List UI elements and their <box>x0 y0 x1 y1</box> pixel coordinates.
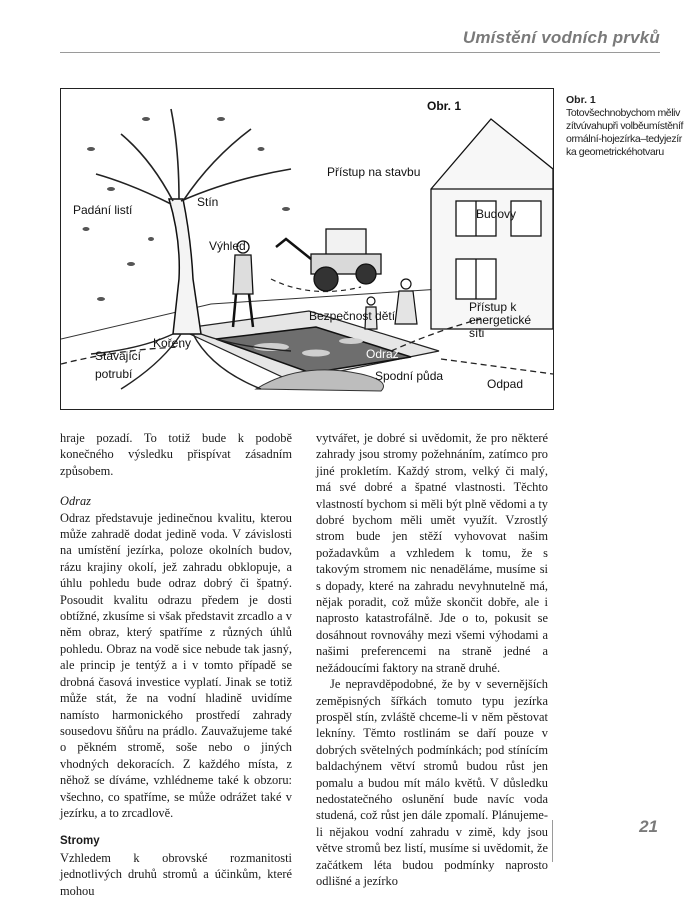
figure-illustration <box>60 88 554 410</box>
text-column-right <box>316 430 548 889</box>
fig-label-stin: Stín <box>197 195 219 209</box>
fig-label-pristup-na-stavbu: Přístup na stavbu <box>327 165 421 179</box>
paragraph: Odraz představuje jedinečnou kvalitu, kterou může zahradě dodat jedině voda. V závislosti na umístění jezírka, poloze okolních budov, rázu krajiny okolí, jež zahradu obklopuje, a úhlu pohledu bude odraz dobrý či špatný. Posoudit kvalitu odrazu předem je dosti obtížné, zkusíme si však představit zrcadlo a v něm obraz, který spatříme z různých úhlů pohledu. Obraz na vodě sice nebude tak jasný, ale princip je tentýž a i v tomto případě se drobná časová investice vyplatí. Jinak se totiž může stát, že na vodní hladině uvidíme namísto harmonického prostředí zahrady sousedovu šňůru na prádlo. Zauvažujeme také o pěkném stromě, soše nebo o jiných vhodných dekoracích. Z každého místa, z něhož se díváme, vzhlédneme také k obzoru: všechno, co spatříme, se může odrážet také v jezírku, a to zrcadlově. <box>60 510 292 820</box>
fig-label-koreny: Kořeny <box>153 336 192 350</box>
fig-label-vyhled: Výhled <box>209 239 246 253</box>
fig-label-number: Obr. 1 <box>427 99 462 113</box>
text-column-left <box>60 430 292 899</box>
fig-label-budovy: Budovy <box>476 207 517 221</box>
chapter-title: Umístění vodních prvků <box>462 28 660 47</box>
fig-label-stavajici-potrubi: Stávající potrubí <box>95 349 142 381</box>
header-rule <box>60 52 660 53</box>
page-number-rule <box>552 820 553 862</box>
paragraph: hraje pozadí. To totiž bude k podobě konečného výsledku přispívat zásadním způsobem. <box>60 431 292 478</box>
paragraph: Vzhledem k obrovské rozmanitosti jednotlivých druhů stromů a účinkům, které mohou <box>60 850 292 898</box>
house <box>431 119 553 329</box>
fig-label-odraz: Odraz <box>366 347 399 361</box>
section-heading-stromy: Stromy <box>60 835 100 848</box>
fig-label-padani-listi: Padání listí <box>73 203 133 217</box>
figure-caption <box>566 94 684 159</box>
page-number: 21 <box>639 817 658 836</box>
man-figure <box>233 241 253 327</box>
paragraph: vytvářet, je dobré si uvědomit, že pro některé zahrady jsou stromy požehnáním, zatímco pro jiné prokletím. Každý strom, velký či malý, má své dobré a špatné vlastnosti. Těchto vlastností bychom si měli být plně vědomi a ty dobré bychom měli umět využít. Vzrostlý strom bude jen stěží vyhovovat našim požadavkům a vzhledem k tomu, že s takovým stromem nic nenaděláme, musíme si s dopady, které na zahradu nevyhnutelně má, nějak poradit, což může skončit dobře, ale i naprosto katastrofálně. Jde o to, pokusit se dosáhnout rovnováhy mezi všemi výhodami a našimi preferencemi na straně jedné a nežádoucími faktory na straně druhé. <box>316 431 548 675</box>
fig-label-pristup-k-energetice: Přístup k energetické síti <box>469 300 532 340</box>
section-heading-odraz: Odraz <box>60 494 91 509</box>
fig-label-spodni-puda: Spodní půda <box>375 369 444 383</box>
paragraph: Je nepravděpodobné, že by v severnějších zeměpisných šířkách tomuto typu jezírka prospěl stín, zvláště chceme-li v něm pěstovat lekníny. Těmto rostlinám se daří pouze v dobrých světelných podmínkách; pod stínícím baldachýnem větví stromů budou růst jen pomalu a budou mít málo květů. V důsledku nedostatečného oslunění bude navíc voda studená, což růst jen dále zpomalí. Plánujeme-li nějakou vodní zahradu v zimě, kdy jsou větve stromů bez listí, musíme si uvědomit, že začátkem léta budou podmínky naprosto odlišné a jezírko <box>316 677 548 888</box>
caption-title: Obr. 1 <box>566 94 596 106</box>
caption-text: Totovšechnobychom mělivzítvúvahupři volběumístěníformální-hojezírka–tedyjezírka geometrickéhotvaru <box>566 107 684 158</box>
fig-label-odpad: Odpad <box>487 377 524 391</box>
fig-label-bezpecnost-deti: Bezpečnost dětí <box>309 309 396 323</box>
digger <box>276 229 381 291</box>
tree-trunk <box>169 199 201 334</box>
